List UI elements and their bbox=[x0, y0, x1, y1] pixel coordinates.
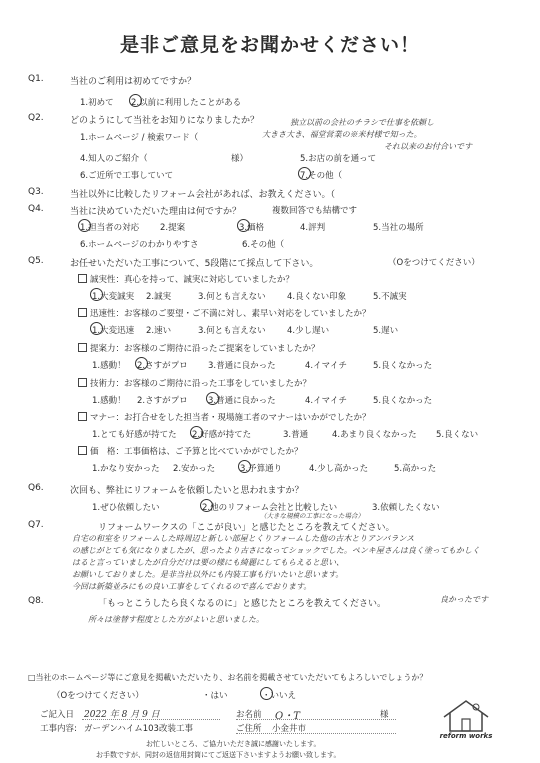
q6-opt-2[interactable]: 2.他のリフォーム会社と比較したい bbox=[202, 503, 338, 513]
q5-item-proposal: 提案力：お客様のご期待に沿ったご提案をしていましたか？ bbox=[78, 342, 320, 354]
q5-1-opt-3[interactable]: 3.何とも言えない bbox=[198, 292, 266, 302]
work-label: 工事内容: bbox=[40, 724, 77, 734]
q2-option-1[interactable]: 1.ホームページ / 検索ワード（ bbox=[80, 133, 199, 143]
q2-option-6[interactable]: 6.ご近所で工事していて bbox=[80, 171, 174, 181]
q5-2-opt-2[interactable]: 2.速い bbox=[146, 326, 172, 336]
q5-1-opt-4[interactable]: 4.良くない印象 bbox=[287, 292, 347, 302]
date-underline bbox=[82, 719, 220, 720]
date-value: 2022 年 8 月 9 日 bbox=[84, 710, 160, 720]
consent-note: （Oをつけてください） bbox=[52, 691, 144, 701]
q4-option-2[interactable]: 2.提案 bbox=[160, 223, 186, 233]
q8-number: Q8. bbox=[28, 596, 44, 606]
consent-question: □当社のホームページ等にご意見を掲載いただいたり、お名前を掲載させていただいてもよろしいでしょうか？ bbox=[28, 673, 428, 682]
q7-handwriting-1: 自宅の和室をリフォームした時周辺と新しい部屋とくりフォームした他の古木とりアンバランス bbox=[72, 534, 415, 543]
address-label: ご住所 bbox=[236, 724, 262, 734]
q5-3-opt-2[interactable]: 2.さすがプロ bbox=[137, 361, 188, 371]
q5-5-opt-1[interactable]: 1.とても好感が持てた bbox=[92, 430, 177, 440]
q5-3-opt-4[interactable]: 4.イマイチ bbox=[305, 361, 347, 371]
q2-number: Q2. bbox=[28, 113, 44, 123]
q6-text: 次回も、弊社にリフォームを依頼したいと思われますか？ bbox=[70, 486, 304, 496]
q5-item-skill: 技術力：お客様のご期待に沿った工事をしていましたか？ bbox=[78, 377, 311, 389]
q5-5-opt-5[interactable]: 5.良くない bbox=[436, 430, 479, 440]
q6-number: Q6. bbox=[28, 483, 44, 493]
q6-opt-1[interactable]: 1.ぜひ依頼したい bbox=[92, 503, 160, 513]
logo-text: reform works bbox=[439, 732, 493, 740]
q7-handwriting-5: 今回は新築並みにもの良い工事をしてくれるので喜んでおります。 bbox=[72, 582, 312, 591]
q5-1-opt-5[interactable]: 5.不誠実 bbox=[373, 292, 407, 302]
q5-4-opt-3[interactable]: 3.普通に良かった bbox=[208, 396, 276, 406]
consent-no[interactable]: ・いいえ bbox=[262, 691, 297, 701]
q5-2-opt-5[interactable]: 5.遅い bbox=[373, 326, 399, 336]
q2-option-7[interactable]: 7.その他（ bbox=[300, 171, 343, 181]
q2-text: どのようにして当社をお知りになりましたか？ bbox=[70, 116, 260, 126]
q4-option-3[interactable]: 3.価格 bbox=[239, 223, 265, 233]
q5-item-sincerity: 誠実性：真心を持って、誠実に対応していましたか？ bbox=[78, 273, 294, 285]
q8-handwriting: 所々は塗替す程度とした方がよいと思いました。 bbox=[88, 615, 264, 624]
name-label: お名前 bbox=[236, 710, 262, 720]
q4-option-7[interactable]: 6.その他（ bbox=[242, 240, 285, 250]
q4-option-4[interactable]: 4.評判 bbox=[300, 223, 326, 233]
q6-opt-3[interactable]: 3.依頼したくない bbox=[372, 503, 440, 513]
q5-1-opt-2[interactable]: 2.誠実 bbox=[146, 292, 172, 302]
q5-number: Q5. bbox=[28, 256, 44, 266]
q5-5-opt-2[interactable]: 2.好感が持てた bbox=[192, 430, 252, 440]
q7-handwriting-6: 良かったです bbox=[440, 595, 488, 604]
q6-handwriting: （大きな規模の工事になった場合） bbox=[260, 512, 364, 520]
q5-item-speed: 迅速性：お客様のご要望・ご不満に対し、素早い対応をしていましたか？ bbox=[78, 307, 371, 319]
work-value: ガーデンハイム103改装工事 bbox=[84, 724, 193, 734]
q5-6-opt-5[interactable]: 5.高かった bbox=[394, 464, 437, 474]
q8-text: 「もっとこうしたら良くなるのに」と感じたところを教えてください。 bbox=[98, 599, 387, 609]
q7-number: Q7. bbox=[28, 520, 44, 530]
consent-yes[interactable]: ・はい bbox=[202, 691, 228, 701]
q1-text: 当社のご利用は初めてですか？ bbox=[70, 77, 197, 87]
q5-3-opt-1[interactable]: 1.感動！ bbox=[92, 361, 126, 371]
q5-5-opt-4[interactable]: 4.あまり良くなかった bbox=[332, 430, 417, 440]
q7-handwriting-2: の感じがとても気になりましたが、思ったより古さになってショックでした。ペンキ屋さんは良く塗ってもかしく bbox=[72, 546, 480, 555]
q5-item-price: 価 格：工事価格は、ご予算と比べていかがでしたか？ bbox=[78, 445, 303, 457]
date-label: ご記入日 bbox=[40, 710, 75, 720]
q1-number: Q1. bbox=[28, 74, 44, 84]
q1-option-2[interactable]: 2.以前に利用したことがある bbox=[131, 98, 242, 108]
q5-2-opt-4[interactable]: 4.少し遅い bbox=[287, 326, 330, 336]
q5-5-opt-3[interactable]: 3.普通 bbox=[283, 430, 309, 440]
return-note: お手数ですが、同封の返信用封筒にてご返送下さいますようお願い致します。 bbox=[96, 751, 341, 759]
q5-4-opt-4[interactable]: 4.イマイチ bbox=[305, 396, 347, 406]
address-value: 小金井市 bbox=[272, 724, 307, 734]
q5-2-opt-1[interactable]: 1.大変迅速 bbox=[92, 326, 135, 336]
q5-6-opt-3[interactable]: 3.予算通り bbox=[240, 464, 283, 474]
q3-number: Q3. bbox=[28, 187, 44, 197]
address-underline bbox=[236, 733, 396, 734]
q5-6-opt-2[interactable]: 2.安かった bbox=[173, 464, 216, 474]
q7-text: リフォームワークスの「ここが良い」と感じたところを教えてください。 bbox=[98, 523, 395, 533]
q5-note: （Oをつけてください） bbox=[388, 258, 480, 268]
q3-text: 当社以外に比較したリフォーム会社があれば、お教えください。（ bbox=[70, 190, 336, 200]
name-value: O・T bbox=[275, 711, 300, 722]
q2-handwriting-1: 独立以前の会社のチラシで仕事を依頼し bbox=[290, 118, 434, 127]
q1-option-1[interactable]: 1.初めて bbox=[80, 98, 114, 108]
q5-4-opt-5[interactable]: 5.良くなかった bbox=[373, 396, 433, 406]
q2-option-5[interactable]: 5.お店の前を通って bbox=[300, 154, 377, 164]
q4-option-1[interactable]: 1.担当者の対応 bbox=[80, 223, 140, 233]
q2-handwriting-3: それ以来のお付合いです bbox=[384, 142, 472, 151]
q4-option-5[interactable]: 5.当社の場所 bbox=[373, 223, 424, 233]
q5-4-opt-2[interactable]: 2.さすがプロ bbox=[137, 396, 188, 406]
q5-item-manners: マナー：お打合せをした担当者・現場施工者のマナーはいかがでしたか？ bbox=[78, 411, 371, 423]
q4-text: 当社に決めていただいた理由は何ですか？ bbox=[70, 207, 242, 217]
house-icon bbox=[436, 695, 496, 735]
q2-option-4-close: 様） bbox=[231, 154, 249, 164]
q5-4-opt-1[interactable]: 1.感動！ bbox=[92, 396, 126, 406]
q5-6-opt-4[interactable]: 4.少し高かった bbox=[309, 464, 369, 474]
thanks-note: お忙しいところ、ご協力いただき誠に感謝いたします。 bbox=[146, 740, 321, 748]
q2-handwriting-2: 大きさ大き、福堂営業の※米村様で知った。 bbox=[262, 130, 422, 139]
q5-3-opt-3[interactable]: 3.普通に良かった bbox=[208, 361, 276, 371]
q2-option-4[interactable]: 4.知人のご紹介（ bbox=[80, 154, 148, 164]
q4-note: 複数回答でも結構です bbox=[272, 206, 358, 216]
q5-6-opt-1[interactable]: 1.かなり安かった bbox=[92, 464, 160, 474]
q5-2-opt-3[interactable]: 3.何とも言えない bbox=[198, 326, 266, 336]
q5-3-opt-5[interactable]: 5.良くなかった bbox=[373, 361, 433, 371]
q5-1-opt-1[interactable]: 1.大変誠実 bbox=[92, 292, 135, 302]
q4-option-6[interactable]: 6.ホームページのわかりやすさ bbox=[80, 240, 199, 250]
reform-works-logo bbox=[436, 695, 496, 741]
name-suffix: 様 bbox=[380, 710, 389, 720]
q4-number: Q4. bbox=[28, 204, 44, 214]
page-title: 是非ご意見をお聞かせください！ bbox=[119, 34, 420, 56]
name-underline bbox=[236, 719, 396, 720]
q5-text: お任せいただいた工事について、5段階にて採点して下さい。 bbox=[70, 259, 319, 269]
q7-handwriting-3: はると言っていましたが自分だけは要の様にも綺麗にしてもらえると思い、 bbox=[72, 558, 344, 567]
q7-handwriting-4: お願いしておりました。是非当社以外にも内装工事も行いたいと思います。 bbox=[72, 570, 344, 579]
